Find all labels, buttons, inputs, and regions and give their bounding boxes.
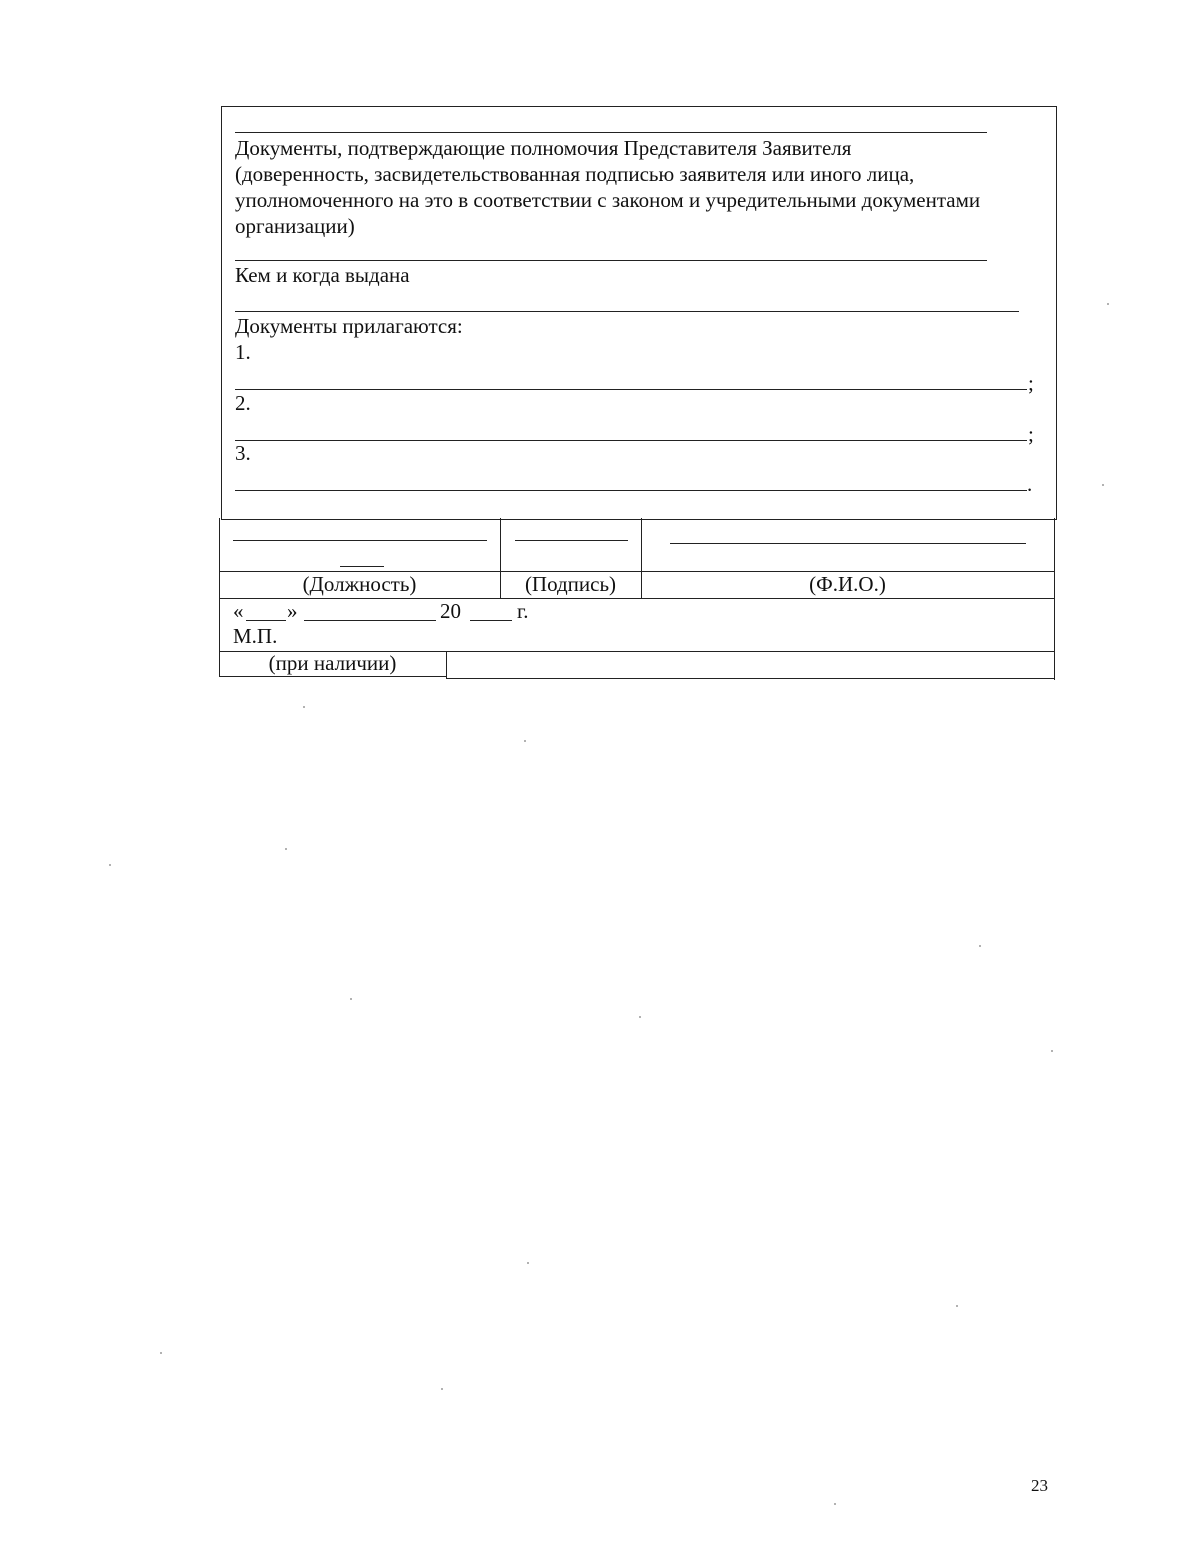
position-label: (Должность) bbox=[302, 572, 417, 596]
scan-speck bbox=[285, 848, 287, 850]
table-border-right bbox=[1054, 518, 1055, 680]
date-year-prefix: 20 bbox=[440, 599, 461, 623]
issued-label: Кем и когда выдана bbox=[235, 263, 410, 287]
docs-authority-line: уполномоченного на это в соответствии с законом и учредительными документами bbox=[235, 188, 981, 212]
date-open-quote: « bbox=[233, 599, 244, 623]
date-day-blank[interactable] bbox=[246, 620, 286, 621]
scan-speck bbox=[527, 1262, 529, 1264]
stamp-note-divider bbox=[446, 651, 447, 678]
date-month-blank[interactable] bbox=[304, 620, 436, 621]
date-year-blank[interactable] bbox=[470, 620, 512, 621]
scan-speck bbox=[979, 945, 981, 947]
stamp-note: (при наличии) bbox=[268, 651, 397, 675]
stamp-label: М.П. bbox=[233, 624, 278, 648]
date-close-quote: » bbox=[287, 599, 298, 623]
signature-blank-position[interactable] bbox=[233, 540, 487, 541]
docs-authority-blank-line[interactable] bbox=[235, 260, 987, 261]
scan-speck bbox=[1102, 484, 1104, 486]
table-bottom-border-right bbox=[446, 678, 1055, 679]
scan-speck bbox=[524, 740, 526, 742]
labels-row-bottom bbox=[219, 598, 1055, 599]
attached-item-3-number: 3. bbox=[235, 441, 251, 465]
attached-item-3-end: . bbox=[1027, 472, 1033, 496]
date-year-suffix: г. bbox=[517, 599, 529, 623]
attached-item-1-number: 1. bbox=[235, 340, 251, 364]
name-label: (Ф.И.О.) bbox=[809, 572, 886, 596]
scan-speck bbox=[350, 998, 352, 1000]
scan-speck bbox=[956, 1305, 958, 1307]
blank-line-top[interactable] bbox=[235, 132, 987, 133]
signature-blank-sign[interactable] bbox=[515, 540, 628, 541]
attached-item-1-line[interactable] bbox=[235, 389, 1027, 390]
scan-speck bbox=[1107, 303, 1109, 305]
scan-speck bbox=[303, 706, 305, 708]
docs-authority-line: Документы, подтверждающие полномочия Представителя Заявителя bbox=[235, 136, 852, 160]
table-bottom-border bbox=[219, 676, 446, 677]
signature-blank-position-short bbox=[340, 566, 384, 567]
attached-item-2-end: ; bbox=[1028, 422, 1034, 446]
issued-blank-line[interactable] bbox=[235, 311, 1019, 312]
scan-speck bbox=[834, 1503, 836, 1505]
scan-speck bbox=[1051, 1050, 1053, 1052]
attached-label: Документы прилагаются: bbox=[235, 314, 463, 338]
scan-speck bbox=[160, 1352, 162, 1354]
attached-item-1-end: ; bbox=[1028, 371, 1034, 395]
scan-speck bbox=[441, 1388, 443, 1390]
scan-speck bbox=[639, 1016, 641, 1018]
attached-item-3-line[interactable] bbox=[235, 490, 1027, 491]
attached-item-2-number: 2. bbox=[235, 391, 251, 415]
docs-authority-line: (доверенность, засвидетельствованная подписью заявителя или иного лица, bbox=[235, 162, 915, 186]
sign-label: (Подпись) bbox=[524, 572, 617, 596]
signature-blank-name[interactable] bbox=[670, 543, 1026, 544]
docs-authority-line: организации) bbox=[235, 214, 355, 238]
attached-item-2-line[interactable] bbox=[235, 440, 1027, 441]
page-number: 23 bbox=[1031, 1476, 1048, 1495]
scan-speck bbox=[109, 864, 111, 866]
